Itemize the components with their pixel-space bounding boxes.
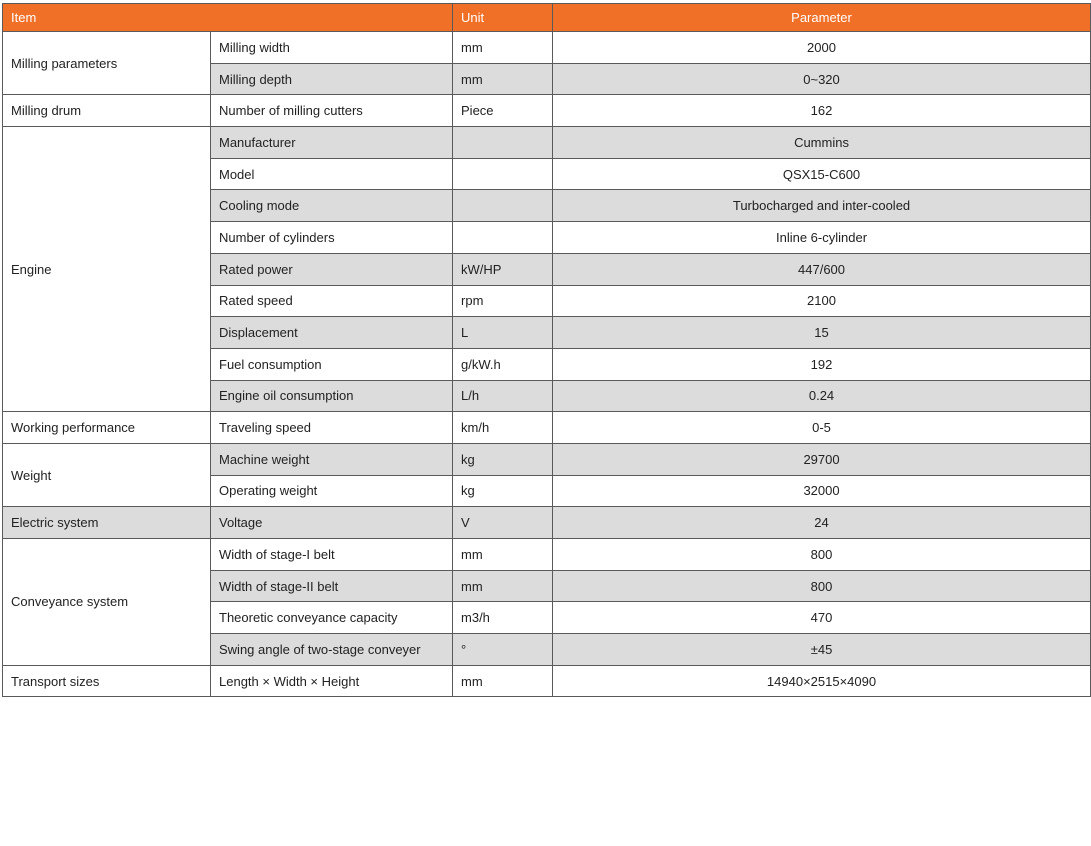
parameter-value: 0~320 [553,63,1091,95]
sub-item-label: Width of stage-II belt [211,570,453,602]
parameter-value: 447/600 [553,253,1091,285]
sub-item-label: Swing angle of two-stage conveyer [211,634,453,666]
parameter-value: 2100 [553,285,1091,317]
sub-item-label: Theoretic conveyance capacity [211,602,453,634]
sub-item-label: Length × Width × Height [211,665,453,697]
sub-item-label: Model [211,158,453,190]
table-row [3,443,1091,475]
parameter-value: Inline 6-cylinder [553,222,1091,254]
group-label: Working performance [3,412,211,444]
unit-cell [453,127,553,159]
unit-cell: kW/HP [453,253,553,285]
header-unit: Unit [453,4,553,32]
table-row [3,412,1091,444]
table-row [3,127,1091,159]
unit-cell: L/h [453,380,553,412]
unit-cell: m3/h [453,602,553,634]
unit-cell: mm [453,539,553,571]
parameter-value: 0-5 [553,412,1091,444]
table-row [3,95,1091,127]
sub-item-label: Rated power [211,253,453,285]
parameter-value: ±45 [553,634,1091,666]
sub-item-label: Traveling speed [211,412,453,444]
unit-cell [453,158,553,190]
sub-item-label: Engine oil consumption [211,380,453,412]
unit-cell [453,190,553,222]
sub-item-label: Fuel consumption [211,348,453,380]
group-label: Electric system [3,507,211,539]
unit-cell: g/kW.h [453,348,553,380]
sub-item-label: Operating weight [211,475,453,507]
unit-cell: kg [453,443,553,475]
parameter-value: 32000 [553,475,1091,507]
unit-cell: km/h [453,412,553,444]
parameter-value: 800 [553,570,1091,602]
unit-cell: mm [453,63,553,95]
parameter-value: 24 [553,507,1091,539]
parameter-value: Cummins [553,127,1091,159]
unit-cell: mm [453,570,553,602]
unit-cell: kg [453,475,553,507]
header-parameter: Parameter [553,4,1091,32]
sub-item-label: Milling width [211,32,453,64]
table-row [3,507,1091,539]
parameter-value: QSX15-C600 [553,158,1091,190]
group-label: Milling parameters [3,32,211,95]
parameter-value: 29700 [553,443,1091,475]
sub-item-label: Milling depth [211,63,453,95]
unit-cell: L [453,317,553,349]
table-row [3,539,1091,571]
unit-cell: V [453,507,553,539]
sub-item-label: Rated speed [211,285,453,317]
group-label: Milling drum [3,95,211,127]
unit-cell: rpm [453,285,553,317]
sub-item-label: Cooling mode [211,190,453,222]
table-header-row [3,4,1091,32]
table-row [3,32,1091,64]
parameter-value: 192 [553,348,1091,380]
group-label: Engine [3,127,211,412]
sub-item-label: Width of stage-I belt [211,539,453,571]
parameter-value: 470 [553,602,1091,634]
table-row [3,665,1091,697]
sub-item-label: Machine weight [211,443,453,475]
group-label: Weight [3,443,211,506]
unit-cell: Piece [453,95,553,127]
group-label: Conveyance system [3,539,211,666]
sub-item-label: Voltage [211,507,453,539]
parameter-value: 2000 [553,32,1091,64]
parameter-value: Turbocharged and inter-cooled [553,190,1091,222]
group-label: Transport sizes [3,665,211,697]
parameter-value: 162 [553,95,1091,127]
header-item: Item [3,4,453,32]
parameter-value: 800 [553,539,1091,571]
parameter-value: 0.24 [553,380,1091,412]
parameter-value: 15 [553,317,1091,349]
parameter-value: 14940×2515×4090 [553,665,1091,697]
unit-cell [453,222,553,254]
table-body [3,32,1091,697]
sub-item-label: Number of milling cutters [211,95,453,127]
unit-cell: mm [453,32,553,64]
unit-cell: mm [453,665,553,697]
spec-table [2,3,1091,697]
sub-item-label: Number of cylinders [211,222,453,254]
unit-cell: ° [453,634,553,666]
sub-item-label: Displacement [211,317,453,349]
sub-item-label: Manufacturer [211,127,453,159]
